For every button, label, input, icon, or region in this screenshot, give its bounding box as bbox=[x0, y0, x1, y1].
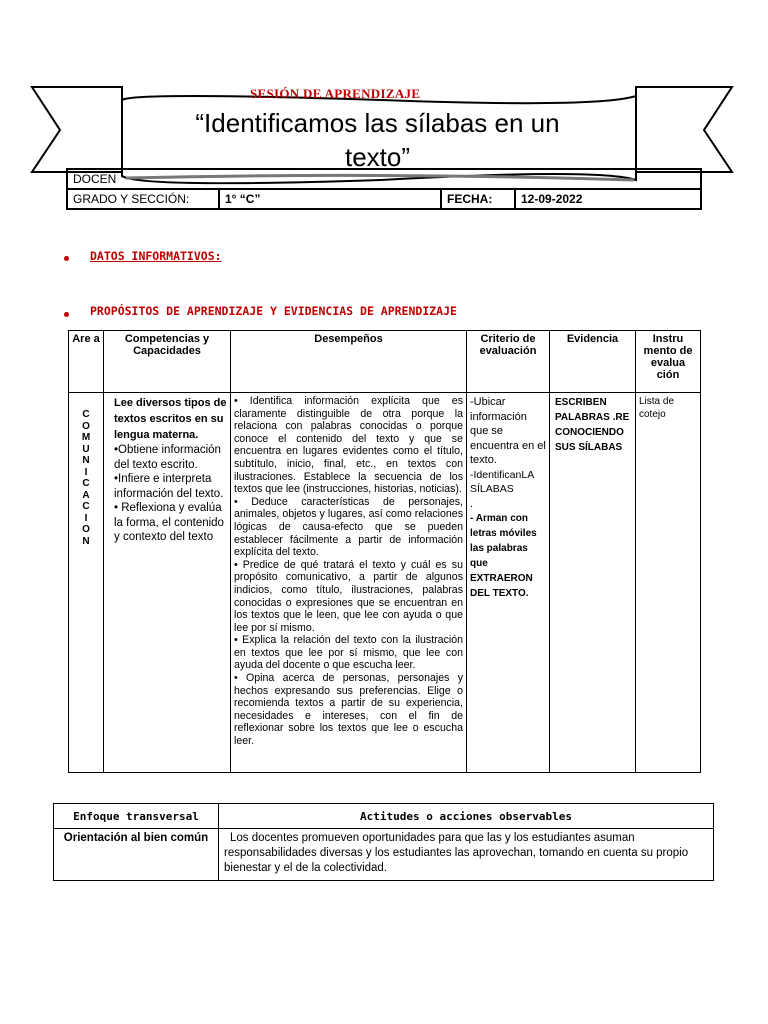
evidencia-text: ESCRIBEN PALABRAS .RE CONOCIENDO SUS SÍLABAS bbox=[555, 397, 630, 453]
instrumento-cell bbox=[636, 393, 701, 773]
capacidad-item: •Infiere e interpreta información del texto. bbox=[114, 473, 224, 500]
desempeno-item: • Explica la relación del texto con la ilustración en textos que lee por sí mismo, que lee con ayuda del docente o que escucha leer. bbox=[234, 634, 463, 672]
competencias-cell bbox=[104, 393, 231, 773]
grado-value: 1° “C” bbox=[219, 189, 441, 209]
area-letter: C bbox=[82, 478, 90, 489]
capacidad-item: • Reflexiona y evalúa la forma, el contenido y contexto del texto bbox=[114, 502, 224, 543]
criterio-item: -IdentificanLA SÍLABAS bbox=[470, 468, 534, 495]
section-datos: DATOS INFORMATIVOS: bbox=[90, 249, 222, 263]
area-letter: U bbox=[82, 443, 90, 455]
criterio-cell bbox=[467, 393, 550, 773]
enfoque-header-right: Actitudes o acciones observables bbox=[219, 804, 714, 829]
header-instrumento: Instru mento de evalua ción bbox=[636, 331, 701, 393]
desempeno-item: • Opina acerca de personas, personajes y hechos expresando sus preferencias. Elige o recomienda textos a partir de su experiencia, necesidades e intereses, con el fin de reflexionar sobre los textos que lee o escucha leer. bbox=[234, 672, 463, 748]
session-label: SESIÓN DE APRENDIZAJE bbox=[250, 86, 421, 101]
lesson-title bbox=[125, 106, 630, 174]
header-desempenos: Desempeños bbox=[231, 331, 467, 393]
area-letter: N bbox=[82, 535, 90, 547]
area-letter: O bbox=[82, 420, 90, 432]
instrumento-text: Lista de cotejo bbox=[639, 396, 675, 420]
desempeno-item: • Identifica información explícita que es claramente distinguible de otra porque la relaciona con palabras conocidas o porque conoce el contenido del texto y que se encuentra en lugares evidentes como el título, subtítulo, inicio, final, etc., en textos con ilustraciones. Establece la secuencia de los textos que lee (instrucciones, historias, noticias). bbox=[234, 395, 463, 496]
grado-label: GRADO Y SECCIÓN: bbox=[67, 189, 219, 209]
area-cell bbox=[69, 393, 104, 773]
desempeno-item: • Predice de qué tratará el texto y cuál es su propósito comunicativo, a partir de algunos indicios, como título, ilustraciones, palabras conocidas o expresiones que se encuentran en los textos que le leen, que lee con ayuda o que lee por sí mismo. bbox=[234, 558, 463, 634]
desempeno-item: • Deduce características de personajes, animales, objetos y lugares, así como relaciones lógicas de causa-efecto que se pueden establecer fácilmente a partir de información explícita del texto. bbox=[234, 495, 463, 559]
header-evidencia: Evidencia bbox=[550, 331, 636, 393]
criterio-item: - Arman con letras móviles las palabras que EXTRAERON DEL TEXTO. bbox=[470, 513, 537, 599]
capacidad-item: •Obtiene información del texto escrito. bbox=[114, 444, 221, 471]
lesson-title-line2: texto” bbox=[344, 142, 411, 172]
header-competencias: Competencias y Capacidades bbox=[104, 331, 231, 393]
fecha-label: FECHA: bbox=[441, 189, 515, 209]
header-area: Are a bbox=[69, 331, 104, 393]
bullet-icon bbox=[64, 256, 69, 261]
area-letter: C bbox=[82, 409, 90, 420]
area-letter: N bbox=[82, 455, 90, 466]
area-letter: I bbox=[84, 512, 88, 524]
purposes-table bbox=[68, 330, 701, 773]
fecha-value: 12-09-2022 bbox=[515, 189, 701, 209]
header-criterio: Criterio de evaluación bbox=[467, 331, 550, 393]
area-letter: C bbox=[82, 501, 90, 512]
competencia-title: Lee diversos tipos de textos escritos en su lengua materna. bbox=[114, 397, 227, 441]
area-letter: O bbox=[82, 524, 90, 535]
section-propositos: PROPÓSITOS DE APRENDIZAJE Y EVIDENCIAS DE APRENDIZAJE bbox=[90, 304, 457, 318]
bullet-icon bbox=[64, 312, 69, 317]
criterio-item: -Ubicar información que se encuentra en el texto. bbox=[470, 396, 546, 466]
enfoque-row-left: Orientación al bien común bbox=[54, 829, 219, 881]
desempenos-cell bbox=[231, 393, 467, 773]
area-letter: A bbox=[82, 489, 90, 501]
criterio-item: . bbox=[470, 497, 474, 510]
enfoque-header-left: Enfoque transversal bbox=[54, 804, 219, 829]
area-letter: M bbox=[81, 432, 91, 443]
enfoque-table bbox=[53, 803, 714, 881]
docente-label: DOCEN bbox=[67, 169, 701, 189]
evidencia-cell bbox=[550, 393, 636, 773]
area-letter: I bbox=[84, 466, 88, 478]
enfoque-row-right: Los docentes promueven oportunidades para que las y los estudiantes asuman responsabilidades diversas y los estudiantes las aprovechan, tomando en cuenta su propio bienestar y el de la colectividad. bbox=[219, 829, 714, 881]
lesson-title-line1: “Identificamos las sílabas en un bbox=[195, 108, 560, 138]
info-table bbox=[66, 168, 702, 210]
